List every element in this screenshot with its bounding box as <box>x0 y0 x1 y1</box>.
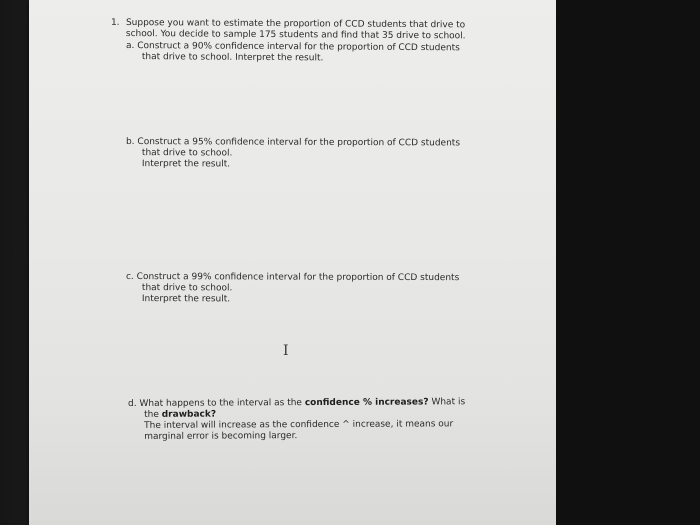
question-1 <box>110 17 466 42</box>
part-d-line-1-bold: confidence % increases? <box>304 397 429 409</box>
part-d <box>128 397 465 443</box>
part-d-label: d. <box>128 398 137 409</box>
part-b-label: b. <box>125 137 135 148</box>
part-d-answer-line-2: marginal error is becoming larger. <box>144 431 298 442</box>
part-c-line-2: that drive to school. <box>141 283 233 294</box>
part-b-line-1: Construct a 95% confidence interval for the proportion of CCD students <box>137 137 461 149</box>
part-b-line-3: Interpret the result. <box>141 159 231 170</box>
text-cursor-icon: I <box>283 343 289 359</box>
part-b-line-2: that drive to school. <box>141 148 233 159</box>
part-a-line-2: that drive to school. Interpret the result. <box>141 52 324 64</box>
dark-background-edge <box>556 0 700 525</box>
part-b <box>126 137 460 171</box>
part-c-label: c. <box>125 272 134 283</box>
paper-sheet <box>29 0 556 525</box>
part-c-line-1: Construct a 99% confidence interval for the proportion of CCD students <box>136 272 460 284</box>
part-c-line-3: Interpret the result. <box>141 294 231 305</box>
part-d-line-1-post: What is <box>428 397 466 408</box>
part-a-label: a. <box>125 41 135 52</box>
part-d-answer-line-1: The interval will increase as the confidence ^ increase, it means our <box>144 419 454 431</box>
part-d-line-2-bold: drawback? <box>161 409 217 420</box>
question-number: 1. <box>110 17 120 28</box>
part-a <box>126 41 460 65</box>
question-intro-line-1: Suppose you want to estimate the proportion of CCD students that drive to <box>125 18 466 31</box>
question-intro-line-2: school. You decide to sample 175 students and find that 35 drive to school. <box>125 28 466 42</box>
part-d-line-1-pre: What happens to the interval as the <box>139 398 305 409</box>
part-c <box>126 272 459 306</box>
part-a-line-1: Construct a 90% confidence interval for the proportion of CCD students <box>137 41 460 54</box>
part-d-line-2-pre: the <box>144 409 162 420</box>
